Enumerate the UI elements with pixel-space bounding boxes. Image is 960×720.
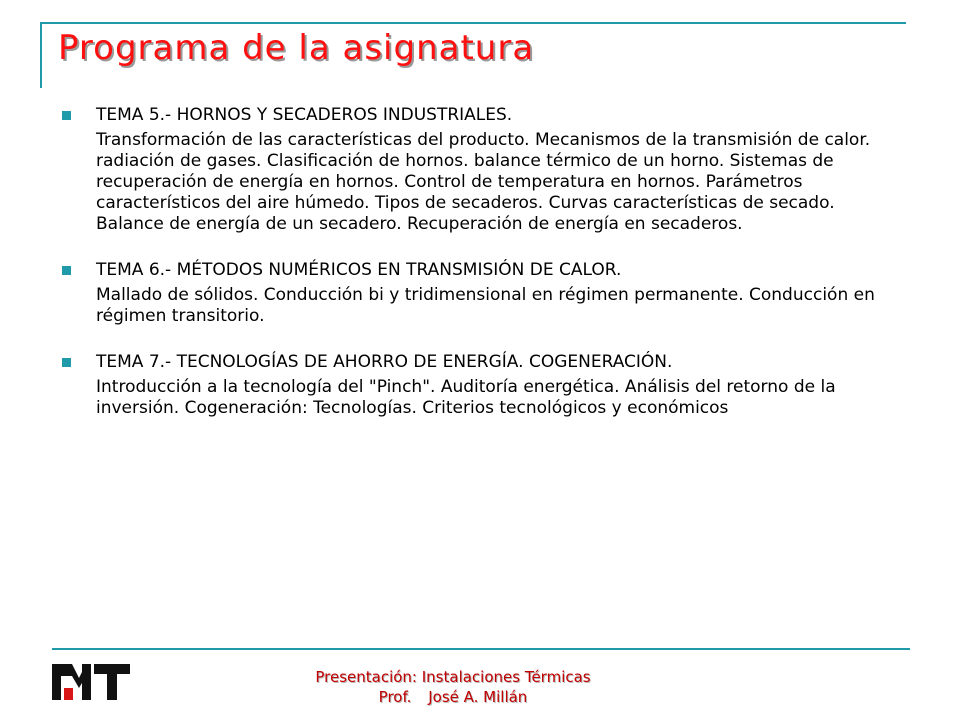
left-rule — [40, 22, 42, 88]
topic-list — [58, 104, 908, 443]
prof-name: José A. Millán — [428, 688, 528, 706]
presentation-title: Presentación: Instalaciones Térmicas — [315, 668, 591, 686]
topic-description: Transformación de las características del producto. Mecanismos de la transmisión de calor. radiación de gases. Clasificación de hornos. balance térmico de un horno. Sistemas de recuperación de energía en hornos. Control de temperatura en hornos. Parámetros característicos del aire húmedo. Tipos de secaderos. Curvas características de secado. Balance de energía de un secadero. Recuperación de energía en secaderos. — [96, 130, 871, 234]
square-bullet-icon — [62, 358, 71, 367]
top-rule — [40, 22, 906, 24]
topic-item — [58, 104, 908, 235]
topic-description: Introducción a la tecnología del "Pinch". Auditoría energética. Análisis del retorno de la inversión. Cogeneración: Tecnologías. Criterios tecnológicos y económicos — [96, 377, 836, 418]
topic-description: Mallado de sólidos. Conducción bi y tridimensional en régimen permanente. Conducción en régimen transitorio. — [96, 285, 875, 326]
topic-heading: TEMA 6.- MÉTODOS NUMÉRICOS EN TRANSMISIÓN DE CALOR. — [96, 260, 622, 280]
professor-line — [0, 687, 906, 707]
square-bullet-icon — [62, 111, 71, 120]
topic-heading: TEMA 5.- HORNOS Y SECADEROS INDUSTRIALES. — [96, 105, 513, 125]
bottom-rule — [52, 648, 910, 650]
prof-label: Prof. — [378, 688, 412, 706]
topic-heading: TEMA 7.- TECNOLOGÍAS DE AHORRO DE ENERGÍA. COGENERACIÓN. — [96, 352, 673, 372]
topic-item — [58, 259, 908, 327]
square-bullet-icon — [62, 266, 71, 275]
topic-item — [58, 351, 908, 419]
footer-credits — [0, 667, 906, 707]
slide-title: Programa de la asignatura — [58, 28, 535, 68]
